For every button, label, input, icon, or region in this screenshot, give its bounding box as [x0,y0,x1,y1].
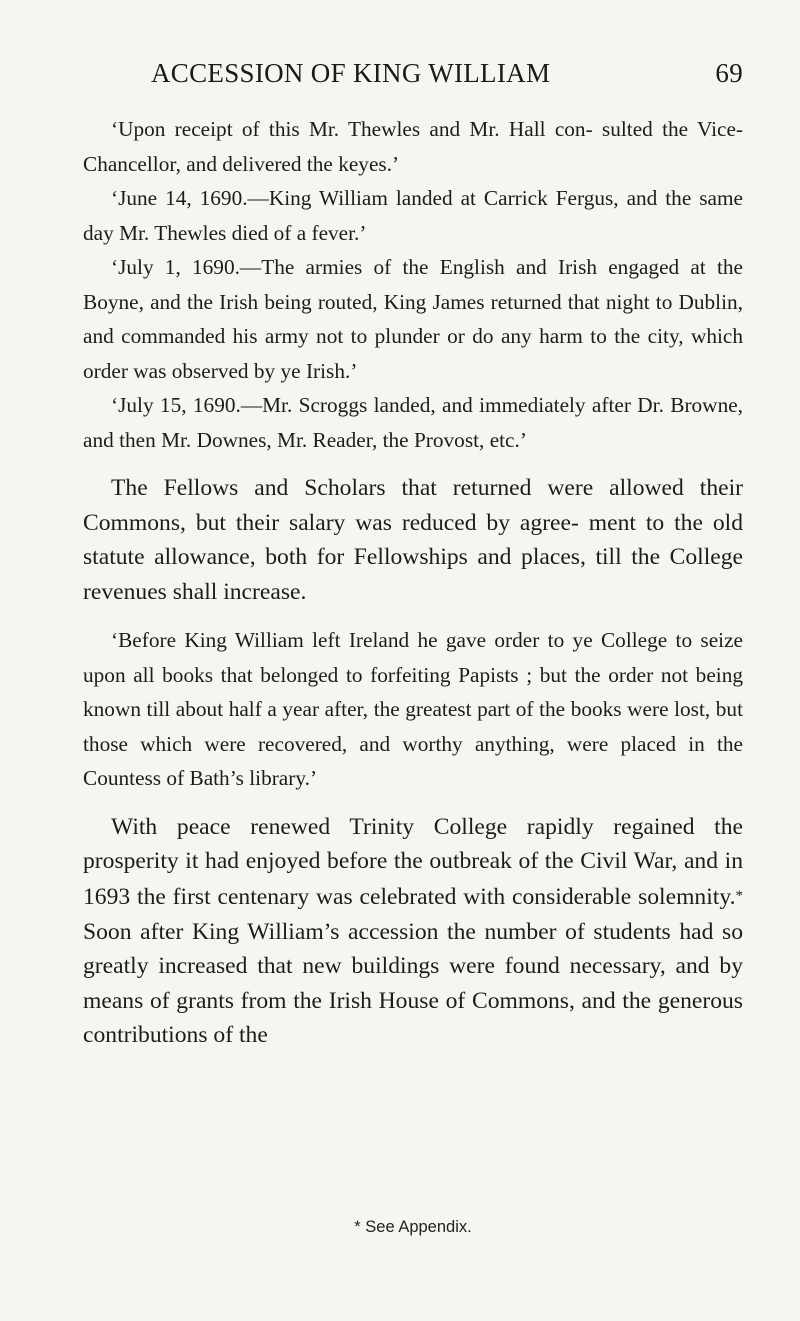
body-paragraph [83,810,743,1053]
quote-paragraph: ‘June 14, 1690.—King William landed at Carrick Fergus, and the same day Mr. Thewles died of a fever.’ [83,186,743,245]
page-number: 69 [715,58,743,88]
quote-paragraph: ‘Upon receipt of this Mr. Thewles and Mr. Hall con- sulted the Vice-Chancellor, and delivered the keyes.’ [83,117,743,176]
running-title: ACCESSION OF KING WILLIAM [151,58,551,88]
quote-paragraph: ‘July 15, 1690.—Mr. Scroggs landed, and immediately after Dr. Browne, and then Mr. Downes, Mr. Reader, the Provost, etc.’ [83,393,743,452]
footnote: * See Appendix. [354,1218,472,1236]
footnote-reference: * [735,888,743,905]
quote-paragraph: ‘Before King William left Ireland he gave order to ye College to seize upon all books that belonged to forfeiting Papists ; but the order not being known till about half a year after, the greatest part of the books were lost, but those which were recovered, and worthy anything, were placed in the Countess of Bath’s library.’ [83,628,743,791]
body-paragraph: The Fellows and Scholars that returned were allowed their Commons, but their salary was reduced by agree- ment to the old statute allowance, both for Fellowships and places, till the College revenues shall increase. [83,475,743,605]
book-page [83,58,743,1236]
quote-paragraph: ‘July 1, 1690.—The armies of the English and Irish engaged at the Boyne, and the Irish being routed, King James returned that night to Dublin, and commanded his army not to plunder or do any harm to the city, which order was observed by ye Irish.’ [83,255,743,383]
body-text: Soon after King William’s accession the number of students had so greatly increased that new buildings were found necessary, and by means of grants from the Irish House of Commons, and the generous contributions of the [83,918,743,1049]
body-text: With peace renewed Trinity College rapidly regained the prosperity it had enjoyed before the outbreak of the Civil War, and in 1693 the first centenary was celebrated with considerable solemnity. [83,813,743,911]
running-head [83,58,743,98]
